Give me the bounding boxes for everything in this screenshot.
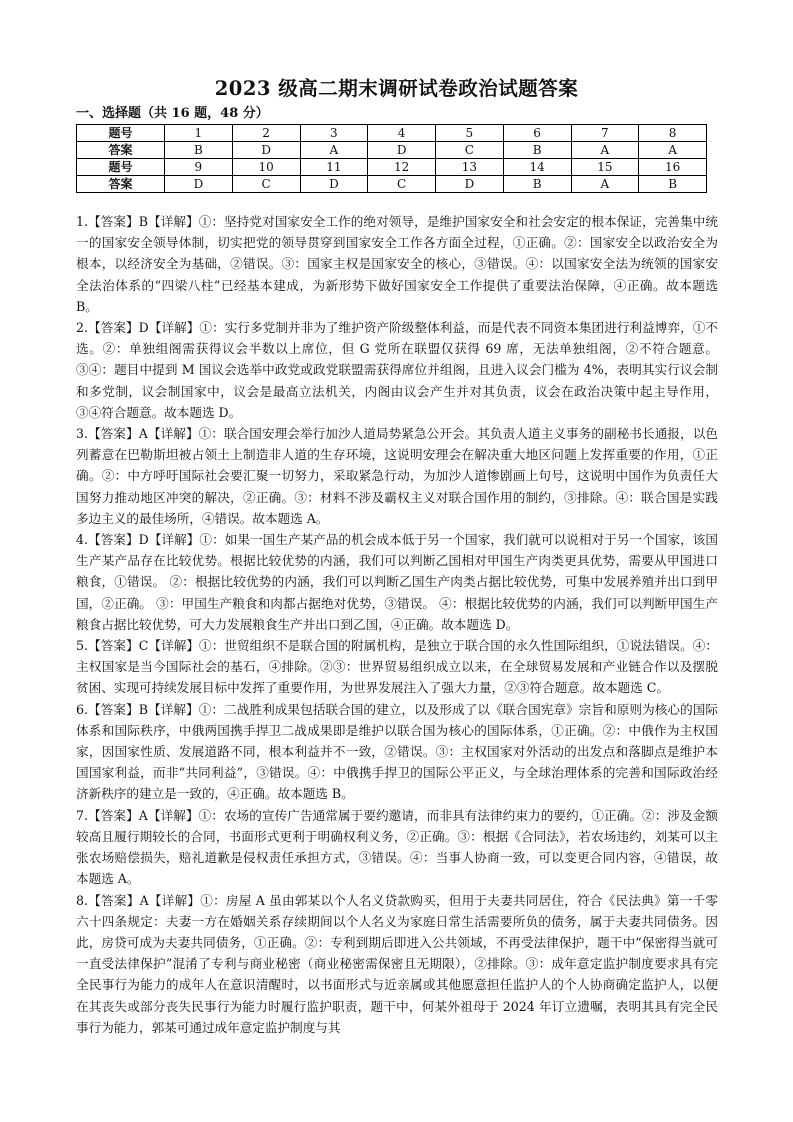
table-row-answers-2 [77, 176, 707, 193]
table-cell: 14 [503, 159, 571, 176]
table-cell: B [503, 176, 571, 193]
explanation-item: 2.【答案】D【详解】①：实行多党制并非为了维护资产阶级整体利益，而是代表不同资本集团进行利益博弈，①不选。②：单独组阁需获得议会半数以上席位，但 G 党所在联盟仅获得 69 席，无法单独组阁，②不符合题意。③④：题目中提到 M 国议会选举中政党或政党联盟需获得席位并组阁，且进入议会门槛为 4%，表明其实行议会制和多党制，议会制国家中，议会是最高立法机关，内阁由议会产生并对其负责，议会在政治决策中起主导作用，③④符合题意。故本题选 D。 [76, 320, 718, 420]
table-cell: D [436, 176, 504, 193]
table-cell: 1 [165, 125, 233, 142]
table-cell: 11 [300, 159, 368, 176]
table-cell: 7 [571, 125, 639, 142]
table-cell: D [300, 176, 368, 193]
explanation-item: 7.【答案】A【详解】①：农场的宣传广告通常属于要约邀请，而非具有法律约束力的要约，①正确。②：涉及金额较高且履行期较长的合同，书面形式更利于明确权利义务，②正确。③：根据《合同法》，若农场违约，刘某可以主张农场赔偿损失，赔礼道歉是侵权责任承担方式，③错误。④：当事人协商一致，可以变更合同内容，④错误，故本题选 A。 [76, 807, 718, 887]
section-heading: 一、选择题（共 16 题，48 分） [76, 106, 269, 121]
table-cell: A [300, 142, 368, 159]
table-cell: 5 [436, 125, 504, 142]
table-row-numbers-1 [77, 125, 707, 142]
explanation-item: 6.【答案】B【详解】①：二战胜利成果包括联合国的建立，以及形成了以《联合国宪章》宗旨和原则为核心的国际体系和国际秩序，中俄两国携手捍卫二战成果即是维护以联合国为核心的国际体系，①正确。②：中俄作为主权国家，因国家性质、发展道路不同，根本利益并不一致，②错误。③：主权国家对外活动的出发点和落脚点是维护本国国家利益，而非“共同利益”，③错误。④：中俄携手捍卫的国际公平正义，与全球治理体系的完善和国际政治经济新秩序的建立是一致的，④正确。故本题选 B。 [76, 701, 718, 802]
table-cell: 12 [368, 159, 436, 176]
row-label-answer: 答案 [77, 176, 165, 193]
table-cell: C [436, 142, 504, 159]
table-row-numbers-2 [77, 159, 707, 176]
explanation-item: 5.【答案】C【详解】①：世贸组织不是联合国的附属机构，是独立于联合国的永久性国际组织，①说法错误。④：主权国家是当今国际社会的基石，④排除。②③：世界贸易组织成立以来，在全球贸易发展和产业链合作以及摆脱贫困、实现可持续发展目标中发挥了重要作用，为世界发展注入了强大力量，②③符合题意。故本题选 C。 [76, 638, 718, 696]
explanation-item: 4.【答案】D【详解】①：如果一国生产某产品的机会成本低于另一个国家，我们就可以说相对于另一个国家，该国生产某产品存在比较优势。根据比较优势的内涵，我们可以判断乙国相对甲国生产肉类更具优势，需要从甲国进口粮食，①错误。 ②：根据比较优势的内涵，我们可以判断乙国生产肉类占据比较优势，可集中发展养殖并出口到甲国，②正确。 ③：甲国生产粮食和肉都占据绝对优势，③错误。 ④：根据比较优势的内涵，我们可以判断甲国生产粮食占据比较优势，可大力发展粮食生产并出口到乙国，④正确。故本题选 D。 [76, 532, 718, 632]
table-cell: 10 [232, 159, 300, 176]
table-cell: B [165, 142, 233, 159]
table-cell: 16 [639, 159, 707, 176]
explanations [76, 211, 718, 1038]
row-label-number: 题号 [77, 125, 165, 142]
table-cell: D [368, 142, 436, 159]
table-cell: 2 [232, 125, 300, 142]
table-cell: 9 [165, 159, 233, 176]
table-cell: D [232, 142, 300, 159]
table-cell: 8 [639, 125, 707, 142]
table-cell: 3 [300, 125, 368, 142]
page-title: 2023 级高二期末调研试卷政治试题答案 [214, 77, 579, 100]
explanation-item: 1.【答案】B【详解】①：坚持党对国家安全工作的绝对领导，是维护国家安全和社会安定的根本保证，完善集中统一的国家安全领导体制，切实把党的领导贯穿到国家安全工作各方面全过程，①正确。②：国家安全以政治安全为根本，以经济安全为基础，②错误。③：国家主权是国家安全的核心，③错误。④：以国家安全法为统领的国家安全法治体系的“四梁八柱”已经基本建成，为新形势下做好国家安全工作提供了重要法治保障，④正确。故本题选 B。 [76, 214, 718, 314]
table-cell: A [639, 142, 707, 159]
table-cell: 15 [571, 159, 639, 176]
table-cell: A [571, 176, 639, 193]
table-cell: C [368, 176, 436, 193]
table-cell: D [165, 176, 233, 193]
explanation-item: 3.【答案】A【详解】①：联合国安理会举行加沙人道局势紧急公开会。其负责人道主义事务的副秘书长通报，以色列蓄意在巴勒斯坦被占领土上制造非人道的生存环境，这说明安理会在解决重大地区问题上发挥重要的作用，①正确。②：中方呼吁国际社会要汇聚一切努力，采取紧急行动，为加沙人道惨剧画上句号，这说明中国作为负责任大国努力推动地区冲突的解决，②正确。③：材料不涉及霸权主义对联合国作用的制约，③排除。④：联合国是实践多边主义的最佳场所，④错误。故本题选 A。 [76, 426, 718, 526]
table-cell: 13 [436, 159, 504, 176]
row-label-answer: 答案 [77, 142, 165, 159]
table-cell: B [639, 176, 707, 193]
table-cell: A [571, 142, 639, 159]
table-row-answers-1 [77, 142, 707, 159]
row-label-number: 题号 [77, 159, 165, 176]
explanation-item: 8.【答案】A【详解】①：房屋 A 虽由郭某以个人名义贷款购买，但用于夫妻共同居住，符合《民法典》第一千零六十四条规定：夫妻一方在婚姻关系存续期间以个人名义为家庭日常生活需要所负的债务，属于夫妻共同债务。因此，房贷可成为夫妻共同债务，①正确。②：专利到期后即进入公共领域，不再受法律保护，题干中“保密得当就可一直受法律保护”混淆了专利与商业秘密（商业秘密需保密且无期限），②排除。③：成年意定监护制度要求具有完全民事行为能力的成年人在意识清醒时，以书面形式与近亲属或其他愿意担任监护人的个人协商确定监护人，以便在其丧失或部分丧失民事行为能力时履行监护职责，题干中，何某外祖母于 2024 年订立遗嘱，表明其具有完全民事行为能力，郭某可通过成年意定监护制度与其 [76, 892, 718, 1035]
table-cell: C [232, 176, 300, 193]
answer-table [76, 124, 707, 193]
table-cell: B [503, 142, 571, 159]
table-cell: 6 [503, 125, 571, 142]
table-cell: 4 [368, 125, 436, 142]
